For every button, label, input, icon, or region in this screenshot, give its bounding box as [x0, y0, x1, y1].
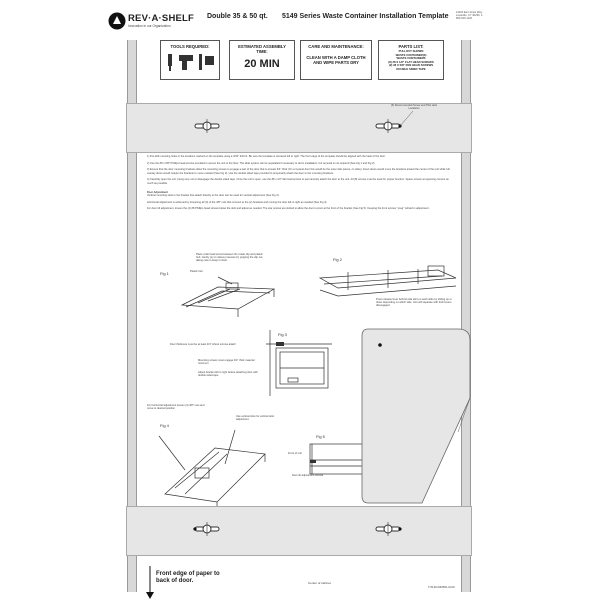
front-edge-note: Front edge of paper to back of door. — [156, 571, 220, 584]
fig-2-drawing — [318, 260, 458, 300]
fig-1-hub-note: Plastic hub — [190, 270, 203, 273]
door-adjustment-1: Vertical mounting slots in the bracket that attach directly to the door can be used for vertical adjustment (See Fig 4). — [147, 194, 280, 198]
parts-line: (2) #8 X 5/8" PAN HEAD SCREWS — [388, 63, 434, 68]
fig-3-note-1: Door thickness must be at least 3/4" where screws attach — [170, 343, 236, 346]
fig-3-label: Fig 3 — [278, 332, 287, 337]
instruction-step-2: 2) Use the #8 x 5/8" Phillips head screws provided to secure the unit to the floor. The slide system can be separated if necessary to aid in installation, but removal is not required (See Fig 1 and Fig 2). — [147, 161, 376, 165]
left-keyhole-slot-icon — [191, 118, 223, 134]
instruction-step-1: 1) Pre-drill mounting holes in the locations marked on the template using a 3/32" drill bit. Be sure the template is centered left to right. The front edge of the template should be aligned with the back of the door. — [147, 155, 386, 158]
down-arrow-icon — [146, 566, 154, 600]
parts-title: PARTS LIST: — [398, 44, 424, 49]
parts-lines — [379, 50, 443, 72]
fig-3-note-2: Mounting screws must engage 3/4" thick material minimum — [198, 359, 255, 366]
bottom-mount-band — [126, 506, 472, 556]
door-adjustment-title: Door Adjustment — [147, 190, 168, 194]
instructions — [147, 155, 452, 211]
tools-icons — [165, 51, 215, 73]
assembly-time-value: 20 MIN — [244, 58, 280, 70]
fig-1-note: Place a flat head screw between the rotate clip and plastic hub. Gently pry to relieve pressure by popping the clip out, taking care to keep it intact. — [196, 253, 264, 263]
brand-name: REV·A·SHELF — [128, 13, 195, 24]
assembly-time-box — [229, 40, 295, 80]
bottom-right-keyhole-slot-icon — [372, 521, 404, 537]
parts-line: WASTE CONTAINER(S) — [395, 52, 427, 57]
brand-tagline: Innovation in our Organization — [128, 24, 171, 28]
parts-line: (8) #8 X 1/2" FLAT HEAD SCREWS — [388, 59, 434, 64]
bottom-left-keyhole-slot-icon — [191, 521, 223, 537]
company-address: 12400 Earl Jones Way, Louisville, KY 40299, 1-800-626-1126 — [456, 11, 484, 21]
fig-5-note-2: Door tilt adjustment screws — [292, 474, 324, 477]
parts-box — [378, 40, 444, 80]
pencil-icon — [199, 54, 202, 70]
tools-title: TOOLS REQUIRED: — [170, 44, 210, 49]
page-title: 5149 Series Waste Container Installation Template — [282, 13, 449, 20]
tools-box — [160, 40, 220, 80]
top-mount-band — [126, 103, 472, 153]
brand-logo — [108, 11, 195, 33]
fig-5-note-1: Front of unit — [288, 452, 302, 455]
care-box — [300, 40, 372, 80]
fig-4-note-1: For horizontal adjustment loosen (4) 3/8" nuts and move to desired position — [147, 404, 205, 411]
tape-measure-icon — [205, 56, 214, 65]
fig-4-note-2: Use vertical slots for vertical door adjustment — [236, 415, 275, 422]
instruction-step-3: 3) Ensure that the door mounting brackets allow the mounting screws to engage a part of the door that is at least 3/4" thick (On a 3-panel door this would be the outer stile pieces, or stiles). Insert doors would move the brackets toward the center of the unit while full overlay doors would require the brackets to move outward (See Fig 3). Use the double sided tape provided to temporarily attach the door to the mounting brackets. — [147, 168, 450, 175]
care-title: CARE AND MAINTENANCE: — [308, 44, 364, 49]
center-of-cabinet-label: Center of cabinet — [308, 581, 331, 585]
fig-1-drawing — [178, 275, 278, 320]
door-adjustment-2: Horizontal adjustment is achieved by loosening all (4) of the 3/8" nuts that connect to the (2) brackets and moving the door left to right as needed (See Fig 4). — [147, 200, 328, 204]
fig-4-label: Fig 4 — [160, 423, 169, 428]
fig-1-label: Fig 1 — [160, 271, 169, 276]
assembly-time-title: ESTIMATED ASSEMBLY TIME: — [238, 44, 286, 54]
door-adjustment-3: For door tilt adjustment, loosen the (4) #8 Phillips head screws below the skirt and adjust as needed. The star screws are slotted to allow the door to pivot at the front of the bracket (See Fig 5). Keeping the front screws "snug" will aid in adjustment. — [147, 207, 430, 211]
fig-3-drawing — [264, 328, 334, 398]
instruction-step-4: 4) Carefully open the unit, being sure not to disengage the double sided tape. Once the unit is open, use the #8 x 1/2" flat head screws to permanently attach the door to the unit. All (8) screws must be used for proper function. Space screws at opposing corners as much as possible. — [147, 178, 449, 185]
parts-line: DOUBLE SIDED TAPE — [396, 66, 426, 71]
care-value: CLEAN WITH A DAMP CLOTH AND WIPE PARTS DRY — [306, 55, 366, 65]
parts-line: PULLOUT SHOWN — [398, 49, 424, 53]
screwdriver-icon — [168, 54, 172, 71]
fig-3-note-3: Adjust bracket left to right before attaching door with double sided tape — [198, 371, 258, 378]
fig-2-note: Press release lever behind side skirt on each slide by sliding up or down depending on which side. Unit will separate with both levers disengaged. — [376, 298, 452, 308]
model-title: Double 35 & 50 qt. — [207, 13, 268, 20]
door-outline — [360, 328, 472, 506]
screw-note-leader — [398, 110, 418, 128]
screw-location-note: (5) Recommended Screw and Pilot Hole Locations — [390, 104, 438, 111]
parts-line: WASTE CONTAINERS — [396, 56, 426, 61]
fig-4-drawing — [155, 428, 285, 508]
part-number: T-5149-DZ0501-0119 — [428, 585, 455, 589]
logo-mark-icon — [108, 12, 126, 30]
fig-2-label: Fig 2 — [333, 257, 342, 262]
drill-icon — [179, 55, 193, 70]
fig-5-label: Fig 5 — [316, 434, 325, 439]
